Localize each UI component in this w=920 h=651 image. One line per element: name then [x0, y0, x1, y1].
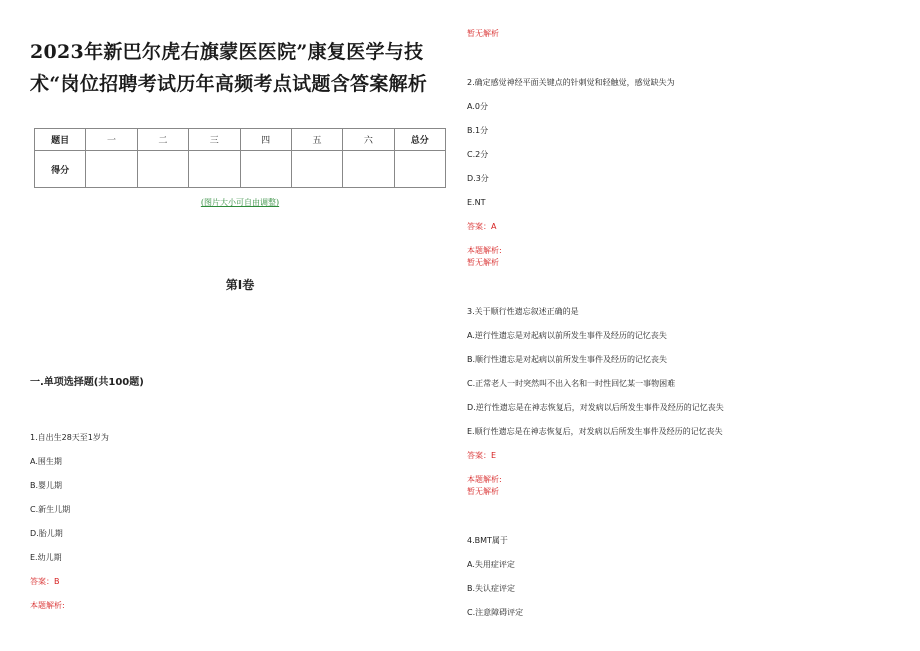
question-2-option-d: D.3分: [467, 174, 489, 183]
question-1-analysis-label: 本题解析:: [30, 601, 65, 610]
question-2-answer: 答案：A: [467, 222, 497, 231]
score-cell: [189, 151, 240, 188]
question-1-analysis: 暂无解析: [467, 29, 499, 38]
question-1-option-a: A.围生期: [30, 457, 62, 466]
question-1-option-e: E.幼儿期: [30, 553, 62, 562]
question-2-option-a: A.0分: [467, 102, 488, 111]
section-heading: 一.单项选择题(共100题): [30, 377, 144, 388]
score-cell: [240, 151, 291, 188]
score-table: [34, 128, 446, 188]
question-3-answer: 答案：E: [467, 451, 497, 460]
question-3-option-b: B.顺行性遗忘是对起病以前所发生事件及经历的记忆丧失: [467, 355, 668, 364]
score-header-3: 三: [189, 129, 240, 151]
question-1-answer: 答案：B: [30, 577, 60, 586]
question-4-option-c: C.注意障碍评定: [467, 608, 524, 617]
question-3-option-a: A.逆行性遗忘是对起病以前所发生事件及经历的记忆丧失: [467, 331, 667, 340]
question-1-option-c: C.新生儿期: [30, 505, 71, 514]
question-2-option-b: B.1分: [467, 126, 489, 135]
question-1-option-b: B.婴儿期: [30, 481, 63, 490]
question-1-option-d: D.胎儿期: [30, 529, 63, 538]
score-header-1: 一: [86, 129, 137, 151]
volume-heading: 第Ⅰ卷: [225, 278, 255, 292]
question-4-option-b: B.失认症评定: [467, 584, 516, 593]
question-4-stem: 4.BMT属于: [467, 536, 508, 545]
score-header-2: 二: [137, 129, 188, 151]
question-2-stem: 2.确定感觉神经平面关键点的针刺觉和轻触觉，感觉缺失为: [467, 78, 675, 87]
question-2-option-e: E.NT: [467, 198, 486, 207]
score-cell: [291, 151, 342, 188]
score-cell: [343, 151, 394, 188]
score-header-6: 六: [343, 129, 394, 151]
question-3-analysis: 暂无解析: [467, 487, 499, 496]
question-3-option-c: C.正常老人一时突然叫不出入名和一时性回忆某一事物困难: [467, 379, 676, 388]
score-header-5: 五: [291, 129, 342, 151]
question-3-option-e: E.顺行性遗忘是在神志恢复后，对发病以后所发生事件及经历的记忆丧失: [467, 427, 723, 436]
question-2-analysis: 暂无解析: [467, 258, 499, 267]
question-3-option-d: D.逆行性遗忘是在神志恢复后，对发病以后所发生事件及经历的记忆丧失: [467, 403, 724, 412]
question-2-option-c: C.2分: [467, 150, 489, 159]
question-2-analysis-label: 本题解析:: [467, 246, 502, 255]
score-cell: [86, 151, 137, 188]
score-header-question: 题目: [35, 129, 86, 151]
score-row-label: 得分: [35, 151, 86, 188]
image-caption-link[interactable]: (图片大小可自由调整): [200, 198, 280, 207]
score-header-total: 总分: [394, 129, 445, 151]
question-3-analysis-label: 本题解析:: [467, 475, 502, 484]
score-cell: [394, 151, 445, 188]
question-1-stem: 1.自出生28天至1岁为: [30, 433, 109, 442]
question-4-option-a: A.失用症评定: [467, 560, 515, 569]
score-cell: [137, 151, 188, 188]
question-3-stem: 3.关于顺行性遗忘叙述正确的是: [467, 307, 579, 316]
document-title: 2023年新巴尔虎右旗蒙医医院”康复医学与技术“岗位招聘考试历年高频考点试题含答案解析: [30, 41, 428, 95]
score-header-4: 四: [240, 129, 291, 151]
